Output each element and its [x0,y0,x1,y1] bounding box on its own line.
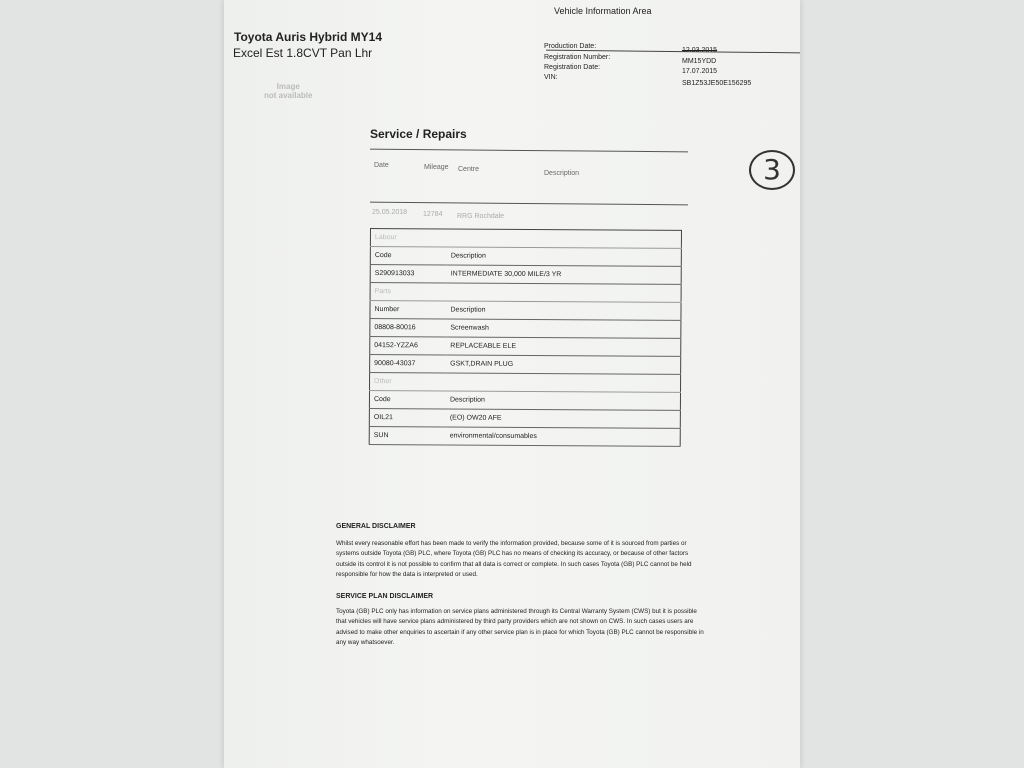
general-disclaimer-title: GENERAL DISCLAIMER [336,523,416,530]
registration-number-label: Registration Number: [544,54,611,61]
parts-number-header: Number [370,301,447,319]
document-page [224,0,800,768]
production-date-label: Production Date: [544,43,597,50]
col-description: Description [544,170,580,177]
parts-header-row [370,301,681,321]
registration-date-value: 17.07.2015 [682,68,718,75]
parts-title: Parts [370,283,681,303]
service-plan-disclaimer-text: Toyota (GB) PLC only has information on service plans administered through its Central Warranty System (CWS) but it is possible that vehicles will have service plans administered by third party providers which are not shown on CWS. In such cases users are advised to make other enquiries to ascertain if any other service plan is in place for which Toyota (GB) PLC cannot be responsible in any way whatsoever. [336,608,704,647]
registration-date-label: Registration Date: [544,64,601,71]
general-disclaimer-text: Whilst every reasonable effort has been made to verify the information provided, because some of it is sourced from parties or systems outside Toyota (GB) PLC, where Toyota (GB) PLC has no means of checking its accuracy, or because of other factors outside its control it is not possible to confirm that all data is correct or complete. In such cases Toyota (GB) PLC cannot be held responsible for how the data is interpreted or used. [336,540,692,579]
table-row [369,408,680,428]
other-description: (EO) OW20 AFE [446,409,681,428]
col-centre: Centre [458,166,480,173]
page-number-marker: 3 [749,150,795,190]
service-repairs-title: Service / Repairs [370,127,467,141]
parts-section-row [370,283,681,303]
other-title: Other [370,373,681,393]
other-code-header: Code [369,391,446,409]
part-number: 08808-80016 [370,319,447,337]
table-row [370,319,681,339]
part-number: 04152-YZZA6 [370,337,447,355]
labour-header-row [370,247,681,267]
table-row [370,337,681,357]
part-description: Screenwash [446,319,681,338]
service-items-table [369,228,682,447]
vehicle-image-placeholder [264,82,312,100]
other-description-header: Description [446,391,681,410]
entry-mileage: 12784 [423,211,443,218]
labour-description: INTERMEDIATE 30,000 MILE/3 YR [447,265,682,284]
table-row [369,426,680,446]
part-description: GSKT,DRAIN PLUG [446,355,681,374]
labour-section-row [370,229,681,249]
vehicle-info-area-title: Vehicle Information Area [554,6,652,16]
columns-divider [370,202,688,206]
registration-number-value: MM15YDD [682,58,717,65]
table-row [370,265,681,285]
col-date: Date [374,162,389,169]
service-plan-disclaimer-title: SERVICE PLAN DISCLAIMER [336,593,434,600]
production-date-value: 12.03.2015 [682,47,718,54]
vehicle-model: Toyota Auris Hybrid MY14 [234,30,383,44]
image-placeholder-line1: Image [276,82,300,91]
service-title-divider [370,149,688,153]
header-divider [546,50,800,54]
other-code: OIL21 [369,408,446,426]
part-description: REPLACEABLE ELE [446,337,681,356]
other-section-row [370,373,681,393]
parts-description-header: Description [446,301,681,320]
vin-value: SB1Z53JE50E156295 [682,80,752,87]
entry-centre: RRG Rochdale [457,213,505,220]
labour-title: Labour [370,229,681,249]
labour-description-header: Description [447,247,682,266]
col-mileage: Mileage [424,164,449,171]
part-number: 90080-43037 [370,355,447,373]
other-header-row [369,391,680,411]
image-placeholder-line2: not available [264,91,313,100]
other-code: SUN [369,426,446,444]
entry-date: 25.05.2018 [372,209,408,216]
table-row [370,355,681,375]
other-description: environmental/consumables [446,427,681,446]
vehicle-variant: Excel Est 1.8CVT Pan Lhr [233,46,373,60]
vin-label: VIN: [544,74,558,81]
labour-code-header: Code [370,247,447,265]
labour-code: S290913033 [370,265,447,283]
